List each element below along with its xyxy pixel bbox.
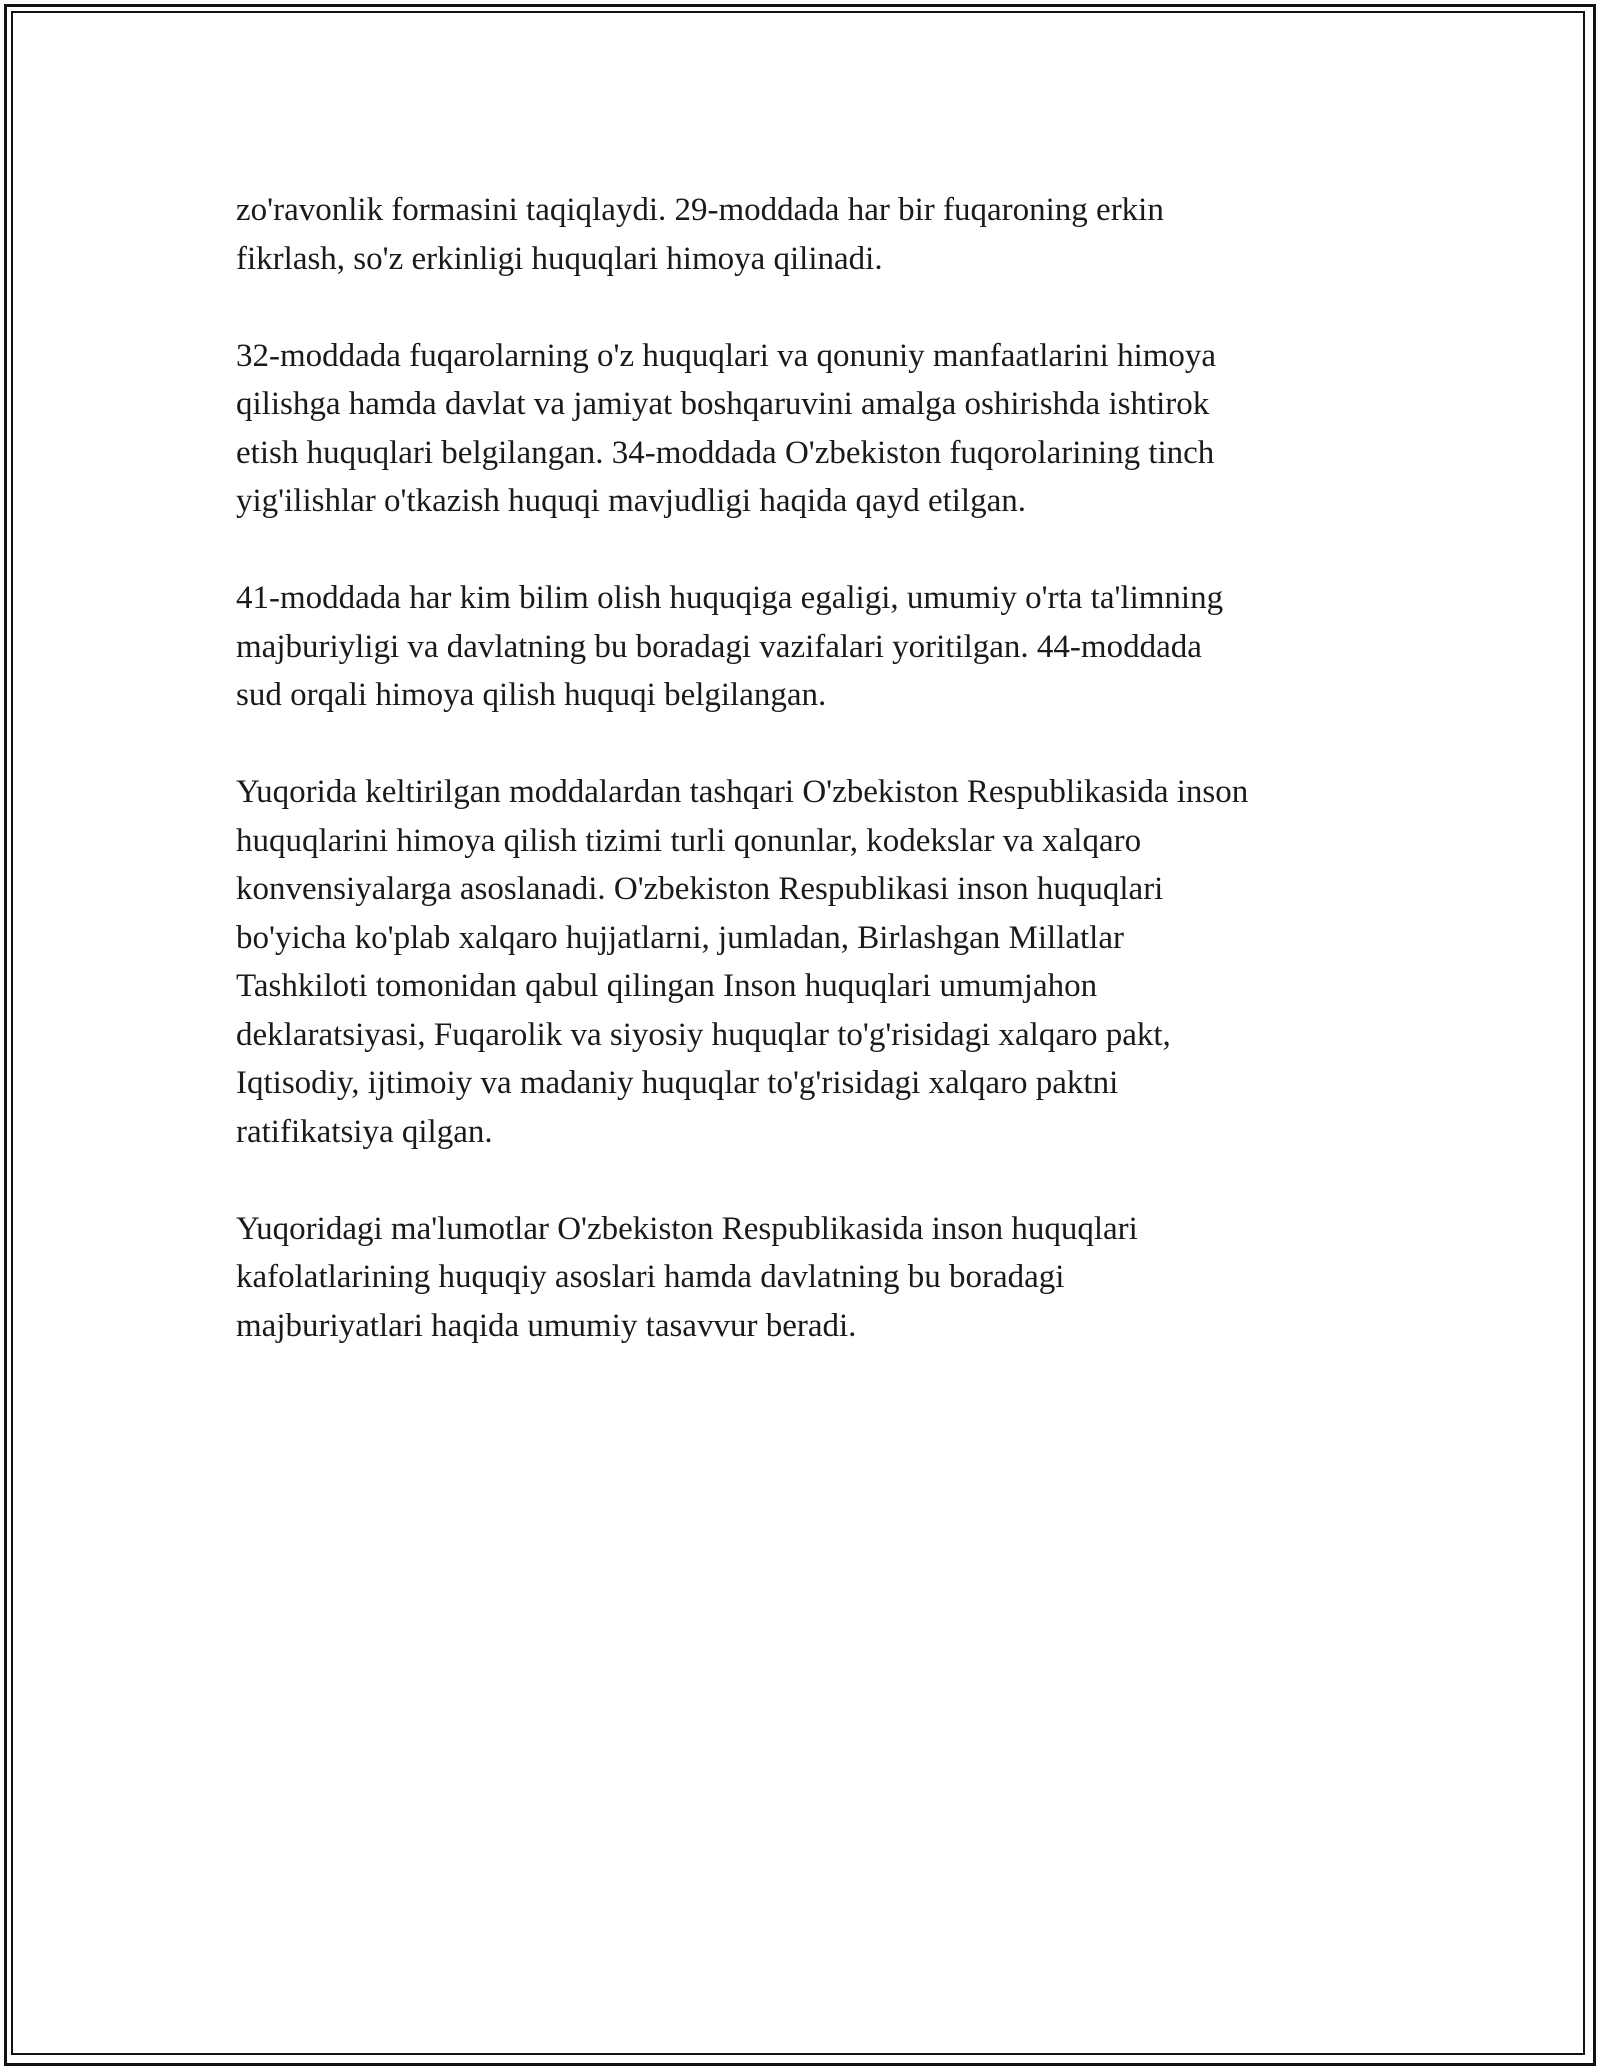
text-line: sud orqali himoya qilish huquqi belgilangan. (236, 677, 827, 713)
paragraph (236, 574, 1386, 720)
text-line: Tashkiloti tomonidan qabul qilingan Inson huquqlari umumjahon (236, 968, 1098, 1004)
paragraph (236, 332, 1386, 526)
text-line: ratifikatsiya qilgan. (236, 1113, 493, 1150)
text-line: qilishga hamda davlat va jamiyat boshqaruvini amalga oshirishda ishtirok (236, 386, 1210, 422)
text-line: Iqtisodiy, ijtimoiy va madaniy huquqlar to'g'risidagi xalqaro paktni (236, 1065, 1119, 1101)
paragraph (236, 768, 1386, 1156)
document-body (236, 186, 1386, 1399)
text-line: yig'ilishlar o'tkazish huquqi mavjudligi haqida qayd etilgan. (236, 483, 1027, 519)
text-line: Yuqorida keltirilgan moddalardan tashqari O'zbekiston Respublikasida inson (236, 774, 1249, 810)
text-line: 32-moddada fuqarolarning o'z huquqlari va qonuniy manfaatlarini himoya (236, 337, 1217, 374)
text-line: etish huquqlari belgilangan. 34-moddada O'zbekiston fuqorolarining tinch (236, 434, 1215, 471)
text-line: 41-moddada har kim bilim olish huquqiga egaligi, umumiy o'rta ta'limning (236, 580, 1224, 616)
text-line: bo'yicha ko'plab xalqaro hujjatlarni, jumladan, Birlashgan Millatlar (236, 919, 1124, 956)
text-line: fikrlash, so'z erkinligi huquqlari himoya qilinadi. (236, 240, 883, 277)
text-line: majburiyligi va davlatning bu boradagi vazifalari yoritilgan. 44-moddada (236, 628, 1202, 665)
text-line: konvensiyalarga asoslanadi. O'zbekiston Respublikasi inson huquqlari (236, 871, 1164, 907)
text-line: kafolatlarining huquqiy asoslari hamda davlatning bu boradagi (236, 1259, 1065, 1295)
text-line: deklaratsiyasi, Fuqarolik va siyosiy huquqlar to'g'risidagi xalqaro pakt, (236, 1016, 1171, 1053)
paragraph (236, 1205, 1386, 1351)
text-line: Yuqoridagi ma'lumotlar O'zbekiston Respublikasida inson huquqlari (236, 1210, 1138, 1247)
paragraph (236, 186, 1386, 283)
text-line: zo'ravonlik formasini taqiqlaydi. 29-moddada har bir fuqaroning erkin (236, 192, 1164, 228)
text-line: majburiyatlari haqida umumiy tasavvur beradi. (236, 1307, 857, 1344)
text-line: huquqlarini himoya qilish tizimi turli qonunlar, kodekslar va xalqaro (236, 822, 1142, 859)
